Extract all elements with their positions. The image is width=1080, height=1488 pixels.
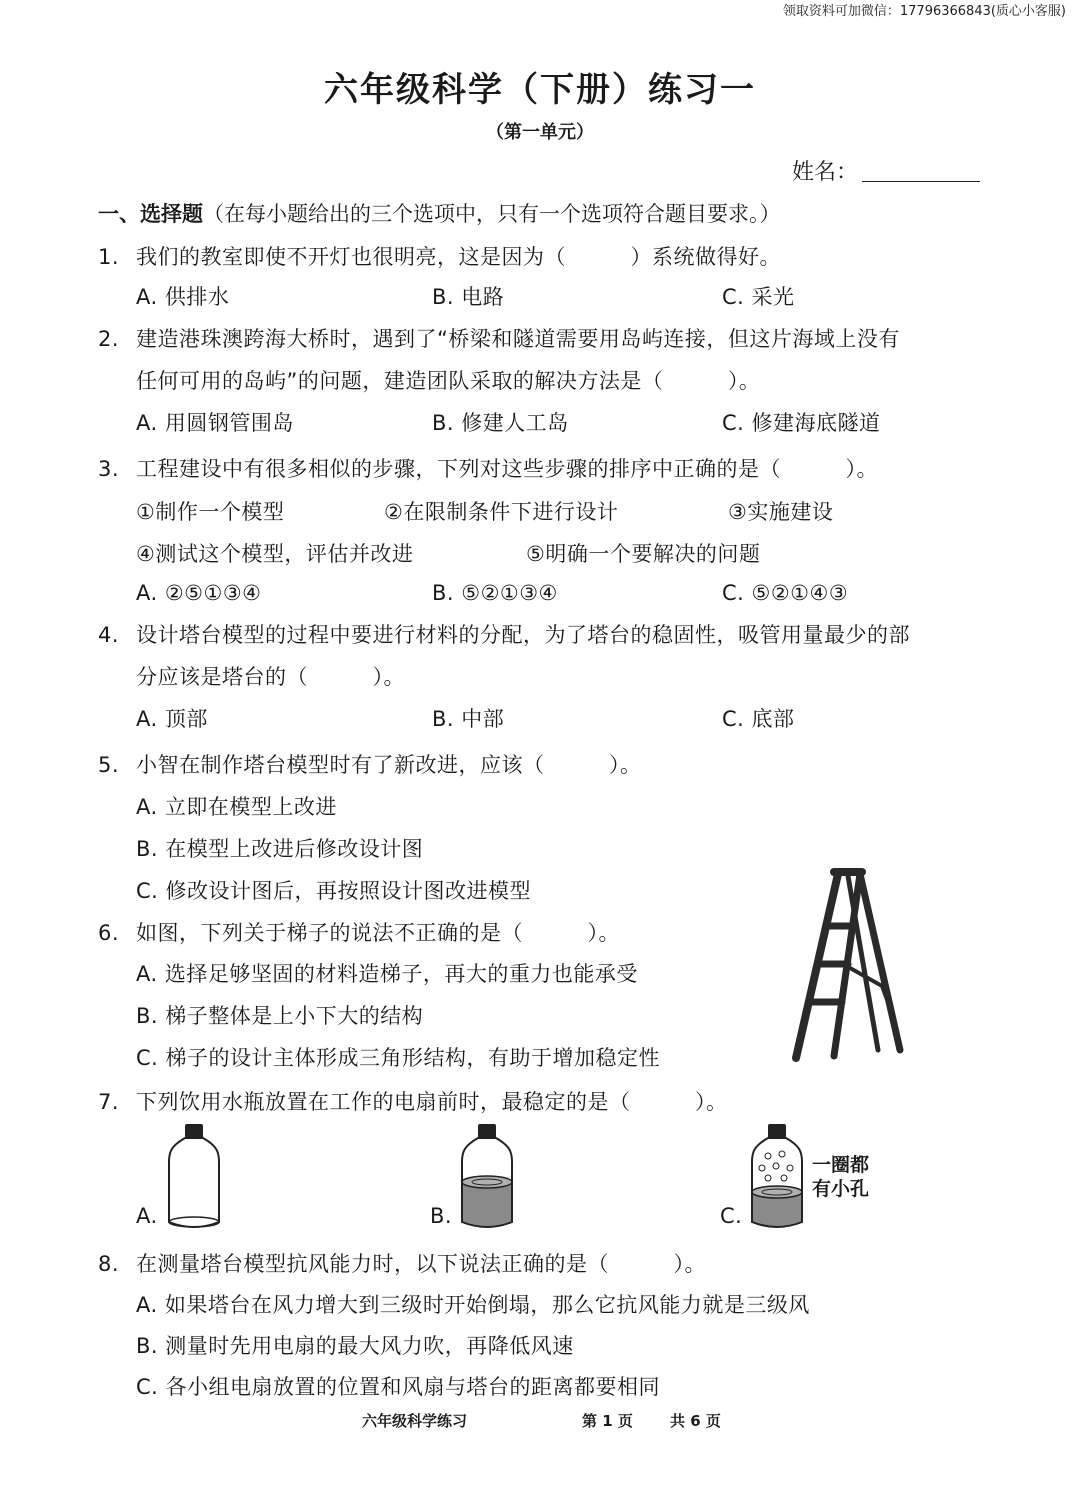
q2-option-c[interactable]: C. 修建海底隧道 [722,411,881,435]
question-text: 在测量塔台模型抗风能力时，以下说法正确的是（ ）。 [136,1252,706,1276]
question-5 [98,749,642,779]
q4-option-a[interactable]: A. 顶部 [136,707,208,731]
q1-option-c[interactable]: C. 采光 [722,285,795,309]
page-subtitle: （第一单元） [486,122,594,143]
q7-option-a[interactable]: A. [136,1204,158,1228]
question-4-continued: 分应该是塔台的（ ）。 [136,665,405,689]
bottle-annotation-line1: 一圈都 [812,1154,870,1176]
question-6 [98,917,620,947]
q6-option-c[interactable]: C. 梯子的设计主体形成三角形结构，有助于增加稳定性 [136,1046,661,1070]
question-number: 3. [98,457,120,481]
question-4 [98,619,910,649]
section-instruction: （在每小题给出的三个选项中，只有一个选项符合题目要求。） [203,202,781,226]
q3-option-b[interactable]: B. ⑤②①③④ [432,581,558,605]
question-number: 1. [98,245,120,269]
name-input-line[interactable] [862,181,980,182]
question-3 [98,453,878,483]
q8-option-a[interactable]: A. 如果塔台在风力增大到三级时开始倒塌，那么它抗风能力就是三级风 [136,1293,810,1317]
question-text: 设计塔台模型的过程中要进行材料的分配，为了塔台的稳固性，吸管用量最少的部 [136,623,910,647]
q2-option-a[interactable]: A. 用圆钢管围岛 [136,411,294,435]
question-number: 6. [98,921,120,945]
q3-step-5: ⑤明确一个要解决的问题 [526,542,761,566]
q4-option-c[interactable]: C. 底部 [722,707,795,731]
q2-option-b[interactable]: B. 修建人工岛 [432,411,569,435]
page-title: 六年级科学（下册）练习一 [324,70,756,110]
q7-option-b[interactable]: B. [430,1204,453,1228]
watermark-text: 领取资料可加微信：17796366843(质心小客服) [782,4,1066,19]
q6-option-b[interactable]: B. 梯子整体是上小下大的结构 [136,1004,424,1028]
q5-option-c[interactable]: C. 修改设计图后，再按照设计图改进模型 [136,879,532,903]
q8-option-b[interactable]: B. 测量时先用电扇的最大风力吹，再降低风速 [136,1334,574,1358]
question-text: 我们的教室即使不开灯也很明亮，这是因为（ ）系统做得好。 [136,245,781,269]
bottle-annotation-line2: 有小孔 [812,1178,870,1200]
question-text: 如图，下列关于梯子的说法不正确的是（ ）。 [136,921,620,945]
q3-step-4: ④测试这个模型，评估并改进 [136,542,414,566]
footer-subject: 六年级科学练习 [362,1412,468,1430]
ladder-image [790,868,910,1068]
q3-option-c[interactable]: C. ⑤②①④③ [722,581,849,605]
q3-option-a[interactable]: A. ②⑤①③④ [136,581,262,605]
question-8 [98,1248,706,1278]
question-text: 工程建设中有很多相似的步骤，下列对这些步骤的排序中正确的是（ ）。 [136,457,878,481]
question-2-continued: 任何可用的岛屿”的问题，建造团队采取的解决方法是（ ）。 [136,369,761,393]
q4-option-b[interactable]: B. 中部 [432,707,505,731]
question-text: 小智在制作塔台模型时有了新改进，应该（ ）。 [136,753,642,777]
q7-option-c[interactable]: C. [720,1204,743,1228]
question-number: 7. [98,1090,120,1114]
name-label: 姓名： [792,160,859,185]
question-7 [98,1086,728,1116]
q1-option-b[interactable]: B. 电路 [432,285,505,309]
q3-step-3: ③实施建设 [728,500,834,524]
question-text: 下列饮用水瓶放置在工作的电扇前时，最稳定的是（ ）。 [136,1090,728,1114]
question-number: 4. [98,623,120,647]
section-heading [98,198,781,228]
q8-option-c[interactable]: C. 各小组电扇放置的位置和风扇与塔台的距离都要相同 [136,1375,661,1399]
question-1 [98,241,781,271]
bottle-water-image [458,1122,516,1232]
q6-option-a[interactable]: A. 选择足够坚固的材料造梯子，再大的重力也能承受 [136,962,638,986]
q3-step-1: ①制作一个模型 [136,500,285,524]
question-number: 5. [98,753,120,777]
question-number: 8. [98,1252,120,1276]
q5-option-b[interactable]: B. 在模型上改进后修改设计图 [136,837,424,861]
footer-page-number: 第 1 页 [582,1412,633,1430]
q1-option-a[interactable]: A. 供排水 [136,285,230,309]
question-number: 2. [98,327,120,351]
bottle-empty-image [165,1122,223,1232]
bottle-holes-image [748,1122,806,1232]
section-title: 一、选择题 [98,202,203,226]
question-2 [98,323,900,353]
question-text: 建造港珠澳跨海大桥时，遇到了“桥梁和隧道需要用岛屿连接，但这片海域上没有 [136,327,900,351]
footer-total-pages: 共 6 页 [670,1412,721,1430]
q5-option-a[interactable]: A. 立即在模型上改进 [136,795,337,819]
q3-step-2: ②在限制条件下进行设计 [384,500,619,524]
